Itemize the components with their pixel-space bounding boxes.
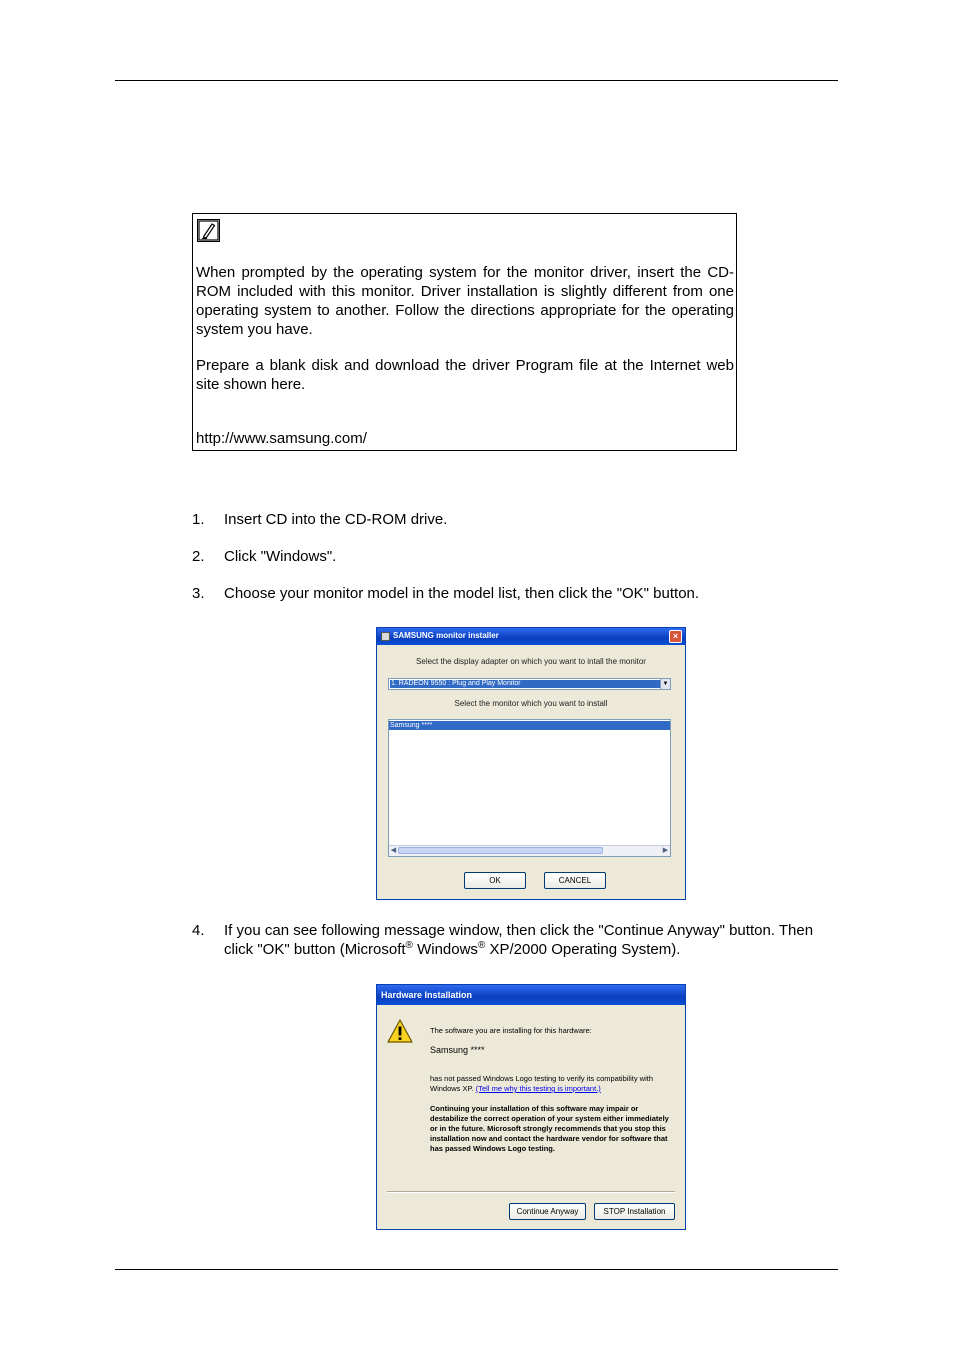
continue-anyway-button[interactable]: Continue Anyway <box>509 1203 586 1220</box>
chevron-down-icon[interactable]: ▼ <box>660 679 670 689</box>
step-text: If you can see following message window, then click the "Continue Anyway" button. Then click "OK" button (Microsoft® Windows® XP/2000 Operating System). <box>224 922 814 958</box>
step-text: Choose your monitor model in the model list, then click the "OK" button. <box>224 585 700 602</box>
stop-installation-button[interactable]: STOP Installation <box>594 1203 675 1220</box>
step-number: 2. <box>192 548 205 565</box>
device-name: Samsung **** <box>430 1045 485 1055</box>
adapter-selected-value: 1. RADEON 9550 : Plug and Play Monitor <box>390 680 661 688</box>
horizontal-scrollbar[interactable] <box>389 845 670 856</box>
note-url[interactable]: http://www.samsung.com/ <box>196 430 367 447</box>
note-box <box>192 213 737 451</box>
step-text: Click "Windows". <box>224 548 337 565</box>
logo-text: has not passed Windows Logo testing to verify its compatibility with Windows XP. (Tell me why this testing is important.) <box>430 1074 654 1093</box>
dialog-titlebar[interactable] <box>377 985 685 1005</box>
scrollbar-thumb[interactable] <box>398 847 603 854</box>
step-number: 4. <box>192 922 205 939</box>
note-pencil-icon <box>197 219 220 242</box>
monitor-prompt: Select the monitor which you want to install <box>454 699 608 708</box>
close-button[interactable]: × <box>669 630 682 643</box>
scroll-right-icon[interactable]: ▶ <box>662 847 669 854</box>
intro-text: The software you are installing for this hardware: <box>430 1026 592 1035</box>
header-rule <box>115 80 838 81</box>
list-item[interactable]: Samsung **** <box>389 721 670 730</box>
monitor-list[interactable] <box>388 719 671 857</box>
dialog-title: Hardware Installation <box>381 990 473 1000</box>
dialog-titlebar[interactable] <box>377 628 685 645</box>
note-paragraph-1: When prompted by the operating system for the monitor driver, insert the CD-ROM included with this monitor. Driver installation is slightly different from one operating system to another. Follow the directions appropriate for the operating system you have. <box>196 264 734 338</box>
dialog-title: SAMSUNG monitor installer <box>393 631 499 640</box>
divider <box>387 1191 675 1193</box>
step-text: Insert CD into the CD-ROM drive. <box>224 511 448 528</box>
scroll-left-icon[interactable]: ◀ <box>390 847 397 854</box>
cancel-button[interactable]: CANCEL <box>544 872 606 889</box>
note-paragraph-2: Prepare a blank disk and download the driver Program file at the Internet web site shown here. <box>196 357 734 393</box>
adapter-select[interactable] <box>388 678 671 690</box>
warning-text: Continuing your installation of this software may impair or destabilize the correct operation of your system either immediately or in the future. Microsoft strongly recommends that you stop this installation now and contact the hardware vendor for software that has passed Windows Logo testing. <box>430 1104 669 1153</box>
samsung-installer-dialog <box>376 627 686 900</box>
footer-rule <box>115 1269 838 1270</box>
warning-icon <box>387 1019 413 1043</box>
logo-testing-link[interactable]: (Tell me why this testing is important.) <box>475 1084 601 1093</box>
hardware-installation-dialog <box>376 984 686 1230</box>
app-icon <box>381 632 390 641</box>
adapter-prompt: Select the display adapter on which you want to intall the monitor <box>416 657 646 666</box>
step-number: 3. <box>192 585 205 602</box>
step-number: 1. <box>192 511 205 528</box>
ok-button[interactable]: OK <box>464 872 526 889</box>
